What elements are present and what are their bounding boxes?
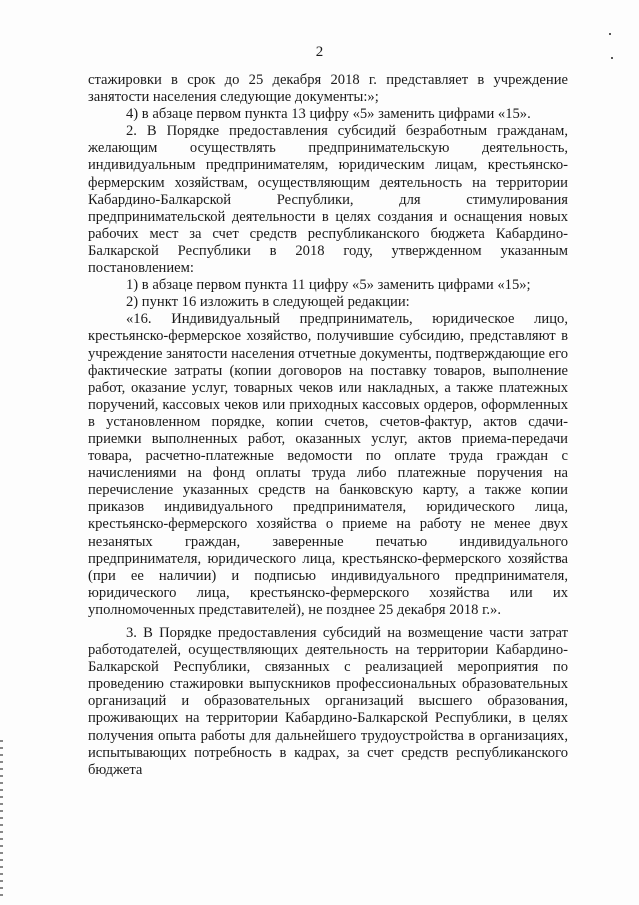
scan-artifact-mark (609, 33, 611, 35)
paragraph: 2. В Порядке предоставления субсидий безработным гражданам, желающим осуществлять предпринимательскую деятельность, индивидуальным предпринимателям, юридическим лицам, крестьянско-фермерским хозяйствам, осуществляющим деятельность на территории Кабардино-Балкарской Республики, для стимулирования предпринимательской деятельности в целях создания и оснащения новых рабочих мест за счет средств республиканского бюджета Кабардино-Балкарской Республики в 2018 году, утвержденном указанным постановлением: (88, 123, 568, 277)
paragraph: 4) в абзаце первом пункта 13 цифру «5» заменить цифрами «15». (126, 106, 531, 123)
document-body (88, 72, 568, 779)
paragraph: «16. Индивидуальный предприниматель, юридическое лицо, крестьянско-фермерское хозяйство, получившие субсидию, представляют в учреждение занятости населения отчетные документы, подтверждающие его фактические затраты (копии договоров на поставку товаров, выполнение работ, оказание услуг, товарных чеков или накладных, а также платежных поручений, кассовых чеков или приходных кассовых ордеров, оформленных в установленном порядке, копии счетов, счетов-фактур, актов сдачи-приемки выполненных работ, оказанных услуг, актов приема-передачи товара, расчетно-платежные ведомости по оплате труда граждан с начислениями на фонд оплаты труда либо платежные поручения на перечисление указанных средств на банковскую карту, а также копии приказов индивидуального предпринимателя, юридического лица, крестьянско-фермерского хозяйства о приеме на работу не менее двух незанятых граждан, заверенные печатью индивидуального предпринимателя, юридического лица, крестьянско-фермерского хозяйства (при ее наличии) и подписью индивидуального предпринимателя, юридического лица, крестьянско-фермерского хозяйства или их уполномоченных представителей), не позднее 25 декабря 2018 г.». (88, 311, 568, 618)
scan-artifact-mark (611, 57, 613, 59)
paragraph: 2) пункт 16 изложить в следующей редакции: (126, 294, 410, 311)
paragraph: 3. В Порядке предоставления субсидий на возмещение части затрат работодателей, осуществляющих деятельность на территории Кабардино-Балкарской Республики, связанных с реализацией мероприятия по проведению стажировки выпускников профессиональных образовательных организаций и образовательных организаций высшего образования, проживающих на территории Кабардино-Балкарской Республики, в целях получения опыта работы для дальнейшего трудоустройства в организациях, испытывающих потребность в кадрах, за счет средств республиканского бюджета (88, 625, 568, 778)
page-number: 2 (315, 44, 324, 60)
scan-margin-artifact (0, 740, 3, 900)
paragraph: 1) в абзаце первом пункта 11 цифру «5» заменить цифрами «15»; (126, 277, 531, 294)
paragraph: стажировки в срок до 25 декабря 2018 г. представляет в учреждение занятости населения следующие документы:»; (88, 72, 568, 106)
